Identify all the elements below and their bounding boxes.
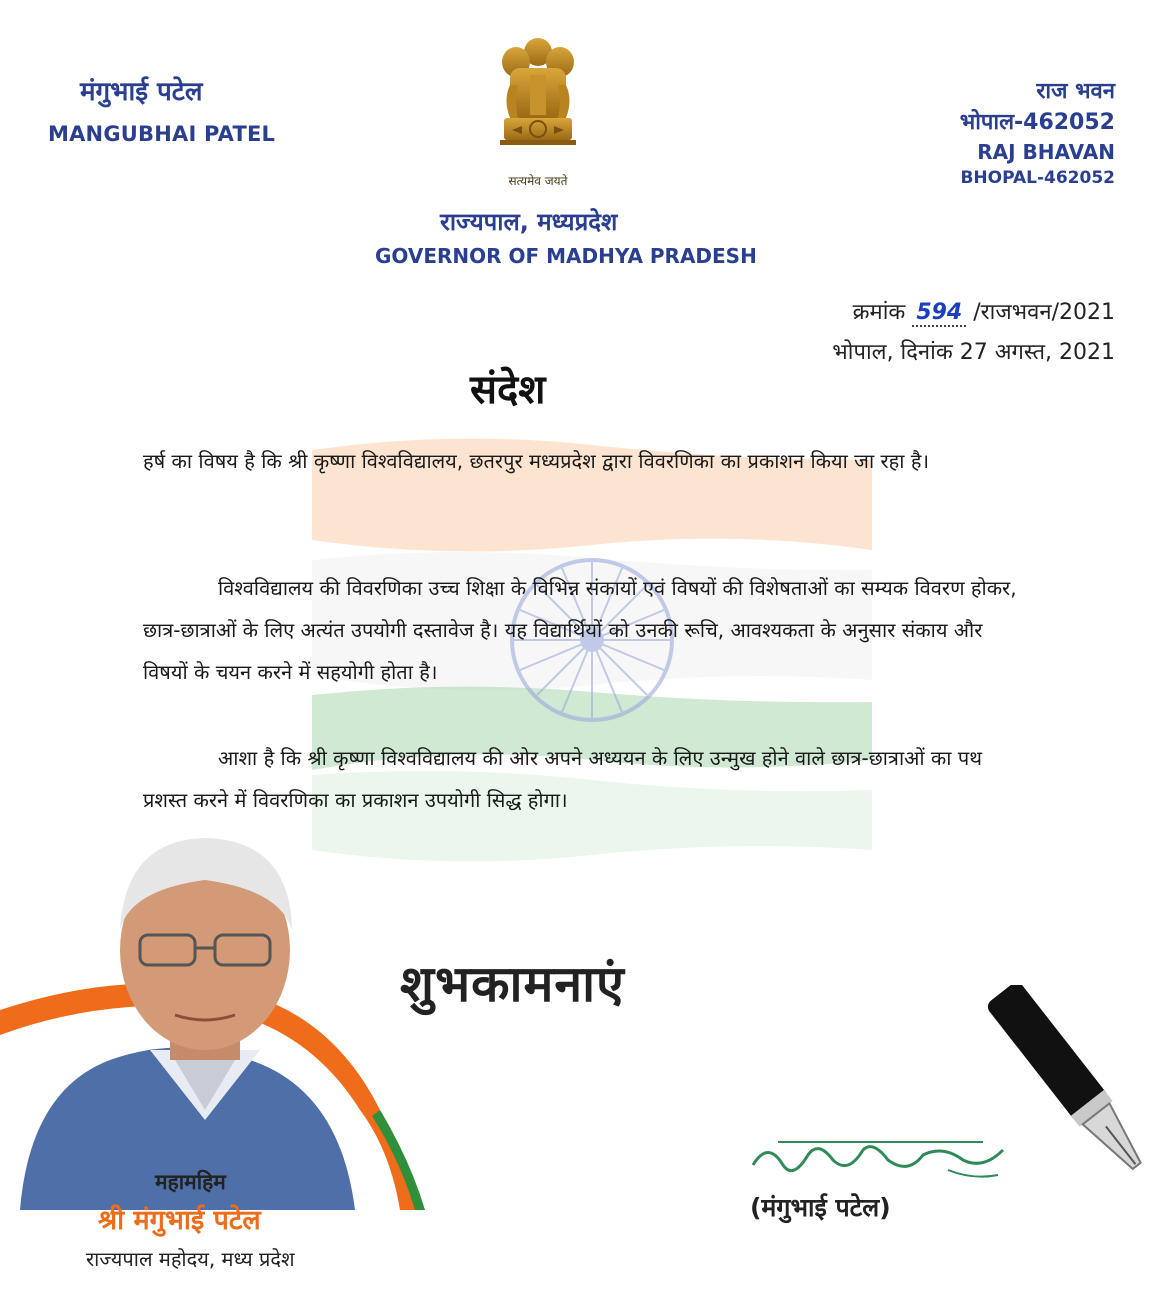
signer-name: (मंगुभाई पटेल) [750,1193,891,1222]
header-name-hindi: मंगुभाई पटेल [80,77,203,107]
address-hindi-line2: भोपाल-462052 [959,110,1115,135]
address-english-line2: BHOPAL-462052 [960,168,1115,188]
date-line: भोपाल, दिनांक 27 अगस्त, 2021 [832,340,1115,365]
reference-label: क्रमांक [852,300,906,325]
fountain-pen-icon [980,985,1173,1175]
letter-paragraph-1: हर्ष का विषय है कि श्री कृष्णा विश्वविद्यालय, छतरपुर मध्यप्रदेश द्वारा विवरणिका का प्रकाशन किया जा रहा है। [143,449,930,473]
letter-title: संदेश [470,367,546,413]
address-hindi-line1: राज भवन [1036,79,1115,104]
office-title-hindi: राज्यपाल, मध्यप्रदेश [440,208,618,236]
reference-line [853,296,1115,326]
emblem-motto: सत्यमेव जयते [508,174,568,188]
national-emblem-icon [488,30,588,165]
office-title-english: GOVERNOR OF MADHYA PRADESH [375,244,757,268]
portrait-designation: राज्यपाल महोदय, मध्य प्रदेश [86,1247,295,1271]
wishes-heading: शुभकामनाएं [400,955,625,1013]
header-name-english: MANGUBHAI PATEL [48,122,276,146]
letter-paragraph-3: आशा है कि श्री कृष्णा विश्वविद्यालय की ओर अपने अध्ययन के लिए उन्मुख होने वाले छात्र-छात्राओं का पथ प्रशस्त करने में विवरणिका का प्रकाशन उपयोगी सिद्ध होगा। [143,746,982,812]
reference-number: 594 [912,300,966,327]
portrait-honorific: महामहिम [155,1170,226,1194]
portrait-name: श्री मंगुभाई पटेल [98,1205,261,1236]
reference-suffix: /राजभवन/2021 [973,300,1115,325]
letter-paragraph-2: विश्वविद्यालय की विवरणिका उच्च शिक्षा के विभिन्न संकायों एवं विषयों की विशेषताओं का सम्यक विवरण होकर, छात्र-छात्राओं के लिए अत्यंत उपयोगी दस्तावेज है। यह विद्यार्थियों को उनकी रूचि, आवश्यकता के अनुसार संकाय और विषयों के चयन करने में सहयोगी होता है। [143,576,1017,684]
address-english-line1: RAJ BHAVAN [977,140,1115,164]
handwritten-signature [748,1130,1008,1190]
governor-portrait-icon [0,820,440,1210]
